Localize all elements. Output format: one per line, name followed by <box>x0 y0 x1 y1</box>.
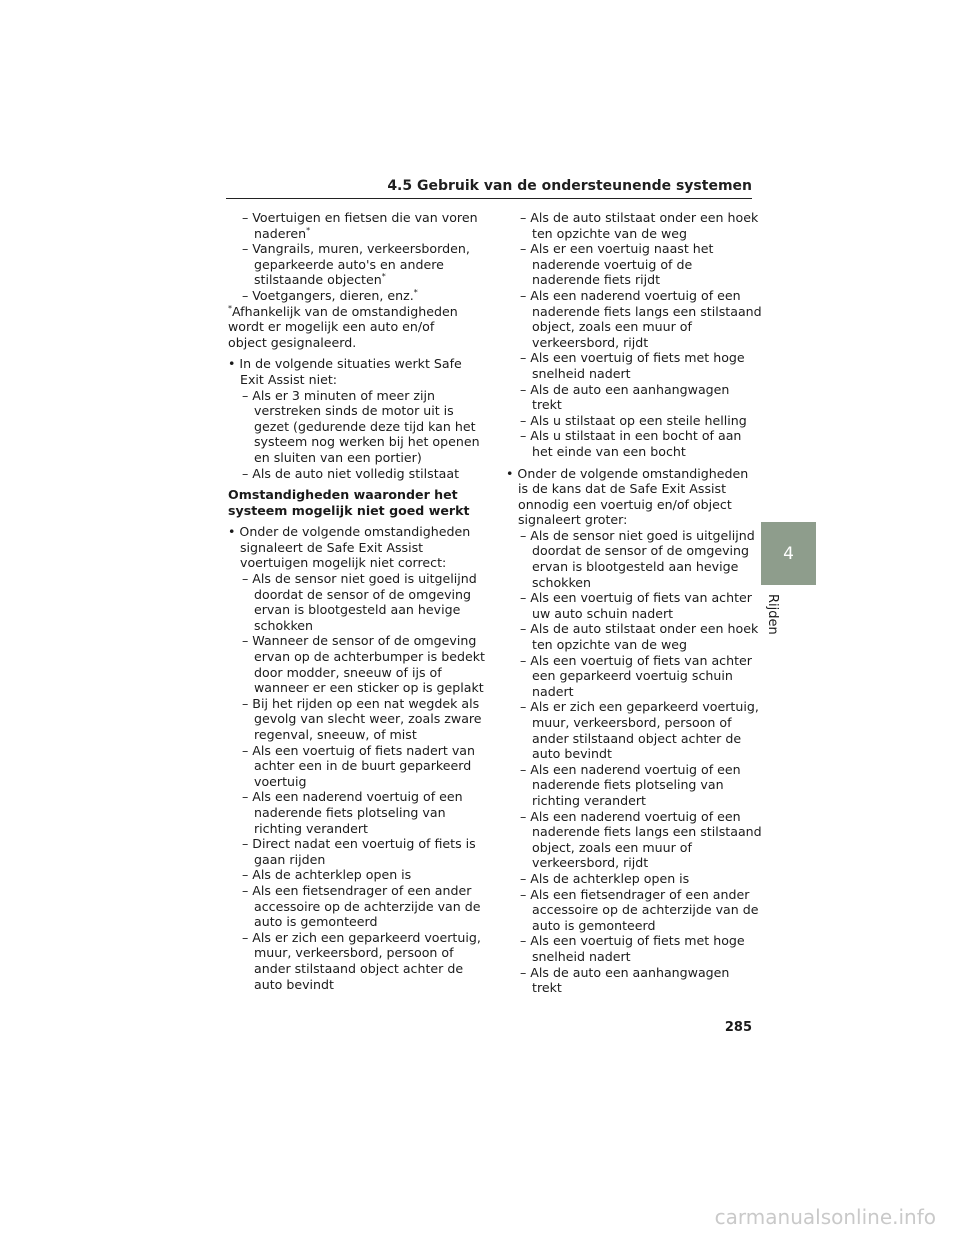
text-line <box>228 633 477 649</box>
text-line <box>228 821 468 837</box>
text-line <box>506 918 752 934</box>
text-line <box>506 902 759 918</box>
line-text: – Als er zich een geparkeerd voertuig, <box>520 699 759 715</box>
line-text: verkeersbord, rijdt <box>532 855 649 871</box>
line-text: object, zoals een muur of <box>532 319 692 335</box>
text-line <box>228 388 468 404</box>
line-text: naderen <box>254 225 307 241</box>
text-line <box>228 805 468 821</box>
line-text: object gesignaleerd. <box>228 334 357 350</box>
text-line <box>506 288 752 304</box>
text-line <box>228 210 478 226</box>
line-text: – Voertuigen en fietsen die van voren <box>242 210 478 225</box>
line-text: gezet (gedurende deze tijd kan het <box>254 418 476 434</box>
line-text: – Wanneer de sensor of de omgeving <box>242 633 477 649</box>
line-text: ander stilstaand object achter de <box>532 730 742 746</box>
text-line <box>506 481 752 497</box>
text-line <box>228 914 468 930</box>
line-text: auto is gemonteerd <box>532 917 656 933</box>
text-line <box>228 649 485 665</box>
text-line <box>506 575 752 591</box>
line-text: naderende fiets plotseling van <box>532 777 724 793</box>
text-line <box>228 711 482 727</box>
line-text: – Bij het rijden op een nat wegdek als <box>242 695 480 711</box>
line-text: ten opzichte van de weg <box>532 637 688 653</box>
line-text: snelheid nadert <box>532 365 631 381</box>
line-text: doordat de sensor of de omgeving <box>532 543 750 559</box>
text-line <box>228 524 471 540</box>
text-line <box>506 241 752 257</box>
footnote-marker: * <box>381 272 386 282</box>
line-text: – Als een naderend voertuig of een <box>520 287 741 303</box>
text-line <box>228 241 468 257</box>
line-text: achter een in de buurt geparkeerd <box>254 758 472 774</box>
line-text: verkeersbord, rijdt <box>532 334 649 350</box>
text-line <box>228 882 472 899</box>
text-line <box>506 762 752 778</box>
line-text: trekt <box>532 980 562 996</box>
text-line <box>506 699 759 715</box>
text-line <box>228 466 468 482</box>
section-header: 4.5 Gebruik van de ondersteunende systemen <box>387 178 752 194</box>
line-text: uw auto schuin nadert <box>532 605 674 621</box>
text-line <box>506 272 752 288</box>
text-line <box>228 774 468 790</box>
text-line <box>506 809 752 825</box>
section-heading-line <box>228 487 468 503</box>
text-line <box>506 366 752 382</box>
line-text: regenval, sneeuw, of mist <box>254 727 417 742</box>
chapter-number: 4 <box>783 543 794 564</box>
line-text: – Vangrails, muren, verkeersborden, <box>242 241 470 257</box>
text-line <box>228 680 484 696</box>
text-line <box>506 965 752 981</box>
text-line <box>228 665 468 681</box>
line-text: – Als een voertuig of fiets met hoge <box>520 933 745 949</box>
line-text: – Als een naderend voertuig of een <box>242 789 463 805</box>
text-line <box>228 742 475 759</box>
text-line <box>228 898 481 915</box>
line-text: naderende voertuig of de <box>532 256 693 272</box>
line-text: door modder, sneeuw of ijs of <box>254 664 442 680</box>
text-line <box>506 980 752 996</box>
text-line <box>506 444 752 460</box>
line-text: – Voetgangers, dieren, enz. <box>242 287 414 303</box>
text-line <box>228 945 468 961</box>
line-text: richting verandert <box>532 792 646 808</box>
line-text: – Als een fietsendrager of een ander <box>242 882 472 898</box>
line-text: onnodig een voertuig en/of object <box>518 496 732 512</box>
text-line <box>228 540 468 556</box>
line-text: naderende fiets langs een stilstaand <box>532 303 762 319</box>
line-text: signaleert de Safe Exit Assist <box>240 539 424 555</box>
line-text: naderende fiets langs een stilstaand <box>532 824 762 840</box>
line-text: – Als de auto niet volledig stilstaat <box>242 465 460 481</box>
text-line <box>228 695 480 712</box>
text-line <box>228 335 468 351</box>
line-text: richting verandert <box>254 820 368 836</box>
line-text: – Als een naderend voertuig of een <box>520 808 741 824</box>
text-line <box>506 606 752 622</box>
text-line <box>506 793 752 809</box>
line-text: stilstaande objecten <box>254 272 382 288</box>
line-text: – Als er zich een geparkeerd voertuig, <box>242 929 481 945</box>
text-line <box>506 653 752 669</box>
text-line <box>506 319 752 335</box>
line-text: auto is gemonteerd <box>254 914 378 930</box>
line-text: – Direct nadat een voertuig of fiets is <box>242 836 476 852</box>
line-text: wanneer er een sticker op is geplakt <box>254 680 484 696</box>
text-line <box>506 397 752 413</box>
text-line <box>228 758 472 774</box>
line-text: signaleert groter: <box>518 512 628 528</box>
line-text: naderende fiets plotseling van <box>254 804 446 820</box>
footnote-marker: * <box>306 225 311 235</box>
text-line <box>228 727 468 743</box>
text-line <box>506 350 752 366</box>
line-text: – Als de auto stilstaat onder een hoek <box>520 621 759 637</box>
text-line <box>506 413 752 429</box>
text-line <box>506 887 752 903</box>
line-text: – Als een fietsendrager of een ander <box>520 886 750 902</box>
line-text: systeem nog werken bij het openen <box>254 434 480 450</box>
text-line <box>506 668 752 684</box>
line-text: muur, verkeersbord, persoon of <box>532 715 732 730</box>
line-text: snelheid nadert <box>532 948 631 964</box>
text-line <box>228 434 480 450</box>
text-line <box>228 867 468 883</box>
text-line <box>228 257 468 273</box>
line-text: Afhankelijk van de omstandigheden <box>232 303 458 319</box>
text-line <box>228 372 468 388</box>
text-line <box>506 210 759 226</box>
line-text: naderende fiets rijdt <box>532 272 661 288</box>
text-line <box>228 288 468 304</box>
line-text: voertuigen mogelijk niet correct: <box>240 555 447 571</box>
line-text: het einde van een bocht <box>532 443 686 459</box>
line-text: wordt er mogelijk een auto en/of <box>228 319 435 335</box>
text-line <box>228 403 468 419</box>
text-line <box>506 559 752 575</box>
line-text: en sluiten van een portier) <box>254 449 422 465</box>
line-text: – Als de auto een aanhangwagen <box>520 381 730 397</box>
line-text: – Als de achterklep open is <box>242 867 412 883</box>
line-text: verstreken sinds de motor uit is <box>254 403 454 419</box>
line-text: schokken <box>254 617 314 633</box>
text-line <box>506 335 752 351</box>
line-text: is de kans dat de Safe Exit Assist <box>518 481 727 497</box>
text-line <box>228 789 468 805</box>
line-text: ervan is blootgesteld aan hevige <box>532 559 739 575</box>
text-line <box>228 319 468 335</box>
text-line <box>228 571 477 587</box>
line-text: • Onder de volgende omstandigheden <box>228 524 471 540</box>
line-text: Omstandigheden waaronder het <box>228 487 458 503</box>
line-text: – Als een voertuig of fiets van achter <box>520 652 752 668</box>
page-number: 285 <box>724 1020 752 1035</box>
line-text: object, zoals een muur of <box>532 839 692 855</box>
text-line <box>228 602 468 618</box>
line-text: ten opzichte van de weg <box>532 225 688 241</box>
text-line <box>506 715 752 731</box>
line-text: auto bevindt <box>532 746 612 762</box>
text-line <box>506 590 752 606</box>
line-text: Exit Assist niet: <box>240 371 337 387</box>
text-line <box>506 382 752 398</box>
text-line <box>506 543 752 559</box>
text-line <box>506 637 752 653</box>
header-divider <box>226 198 752 199</box>
text-line <box>506 257 752 273</box>
text-line <box>506 824 762 840</box>
line-text: • Onder de volgende omstandigheden <box>506 465 749 481</box>
text-line <box>228 555 468 571</box>
text-line <box>506 466 752 482</box>
text-line <box>506 684 752 700</box>
text-line <box>506 527 755 544</box>
line-text: – Als u stilstaat op een steile helling <box>520 412 747 428</box>
text-line <box>506 746 752 762</box>
line-text: doordat de sensor of de omgeving <box>254 586 472 602</box>
text-line <box>506 512 752 528</box>
line-text: nadert <box>532 683 574 699</box>
line-text: een geparkeerd voertuig schuin <box>532 668 733 684</box>
text-line <box>506 840 752 856</box>
line-text: gaan rijden <box>254 851 326 867</box>
text-line <box>506 621 759 637</box>
chapter-label: Rijden <box>765 594 780 635</box>
line-text: ervan op de achterbumper is bedekt <box>254 649 485 665</box>
text-line <box>228 977 468 993</box>
line-text: trekt <box>532 397 562 413</box>
section-heading-line <box>228 503 468 519</box>
text-line <box>228 852 468 868</box>
text-line <box>506 303 762 320</box>
line-text: ander stilstaand object achter de <box>254 960 464 976</box>
line-text: – Als de achterklep open is <box>520 870 690 886</box>
text-line <box>506 777 752 793</box>
text-line <box>506 949 752 965</box>
text-line <box>228 586 472 603</box>
line-text: gevolg van slecht weer, zoals zware <box>254 711 482 727</box>
line-text: ervan is blootgesteld aan hevige <box>254 602 461 618</box>
text-line <box>228 618 468 634</box>
line-text: – Als er een voertuig naast het <box>520 241 714 257</box>
line-text: – Als de auto stilstaat onder een hoek <box>520 210 759 225</box>
text-line <box>228 304 468 320</box>
line-text: – Als de sensor niet goed is uitgelijnd <box>520 527 755 543</box>
chapter-tab[interactable] <box>761 522 816 585</box>
text-line <box>506 855 752 871</box>
line-text: – Als een voertuig of fiets nadert van <box>242 742 475 758</box>
footnote-marker: * <box>413 287 418 297</box>
text-line <box>506 871 752 887</box>
watermark: carmanualsonline.info <box>714 1205 936 1229</box>
text-line <box>228 836 476 852</box>
text-line <box>506 226 752 242</box>
text-line <box>228 450 468 466</box>
footnote-marker: * <box>228 303 232 313</box>
line-text: – Als een voertuig of fiets van achter <box>520 590 752 606</box>
text-line <box>228 356 468 372</box>
line-text: – Als de auto een aanhangwagen <box>520 964 730 980</box>
text-line <box>506 428 752 444</box>
text-line <box>228 418 476 435</box>
line-text: – Als de sensor niet goed is uitgelijnd <box>242 571 477 587</box>
line-text: • In de volgende situaties werkt Safe <box>228 356 462 372</box>
left-text-column <box>228 210 485 992</box>
line-text: accessoire op de achterzijde van de <box>532 902 759 918</box>
text-line <box>228 929 481 946</box>
line-text: – Als een voertuig of fiets met hoge <box>520 350 745 366</box>
text-line <box>506 497 752 513</box>
line-text: auto bevindt <box>254 976 334 992</box>
line-text: muur, verkeersbord, persoon of <box>254 945 454 961</box>
text-line <box>228 226 468 242</box>
text-line <box>228 272 468 288</box>
line-text: – Als u stilstaat in een bocht of aan <box>520 428 742 444</box>
right-text-column <box>506 210 762 996</box>
line-text: systeem mogelijk niet goed werkt <box>228 502 470 518</box>
text-line <box>506 731 752 747</box>
text-line <box>506 933 752 949</box>
text-line <box>228 961 468 977</box>
line-text: – Als een naderend voertuig of een <box>520 761 741 777</box>
line-text: – Als er 3 minuten of meer zijn <box>242 387 436 403</box>
line-text: accessoire op de achterzijde van de <box>254 898 481 914</box>
line-text: geparkeerde auto's en andere <box>254 256 444 272</box>
line-text: voertuig <box>254 773 307 789</box>
line-text: schokken <box>532 574 592 590</box>
